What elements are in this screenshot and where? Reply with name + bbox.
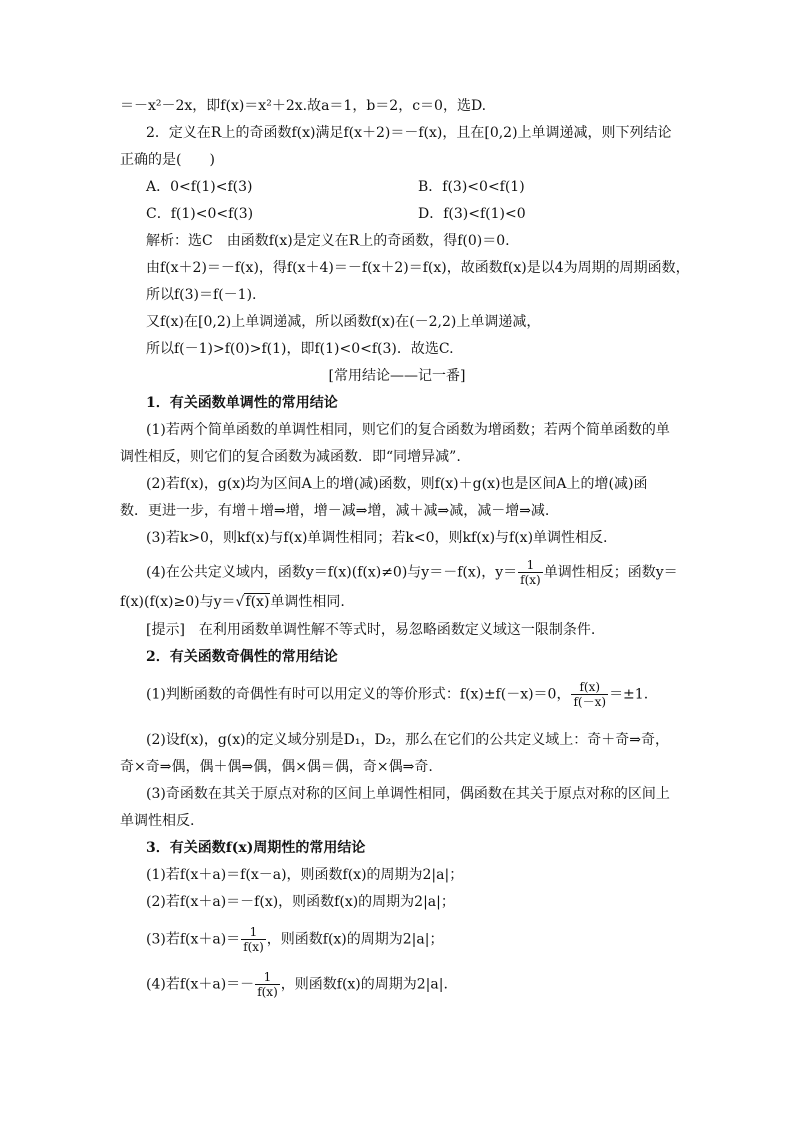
- option-a: A．0<f(1)<f(3): [146, 179, 253, 195]
- text-segment: (4)在公共定义域内，函数y＝f(x)(f(x)≠0)与y＝－f(x)，y＝: [146, 564, 518, 581]
- formula-line: [146, 970, 706, 999]
- text-line: (2)若f(x)，g(x)均为区间A上的增(减)函数，则f(x)＋g(x)也是区间A上的增(减)函: [146, 476, 648, 492]
- text-segment: (4)若f(x＋a)＝－: [146, 976, 255, 993]
- formula-line: [146, 558, 706, 587]
- solution-line: 解析：选C 由函数f(x)是定义在R上的奇函数，得f(0)＝0.: [146, 233, 510, 249]
- fraction-denominator: f(x): [520, 573, 541, 587]
- text-segment: (1)判断函数的奇偶性有时可以用定义的等价形式：f(x)±f(－x)＝0，: [146, 686, 571, 703]
- text-segment: 单调性相同.: [270, 594, 345, 610]
- text-line: 奇×奇⇒偶，偶＋偶⇒偶，偶×偶＝偶，奇×偶⇒奇.: [120, 759, 433, 775]
- text-line: 调性相反，则它们的复合函数为减函数．即“同增异减”.: [120, 449, 461, 465]
- question-2-stem-cont: 正确的是( ): [120, 152, 215, 168]
- fraction: [255, 970, 280, 999]
- text-line: (2)若f(x＋a)＝－f(x)，则函数f(x)的周期为2|a|；: [146, 894, 455, 910]
- solution-line: 又f(x)在[0,2)上单调递减，所以函数f(x)在(－2,2)上单调递减，: [146, 314, 541, 330]
- solution-line: 所以f(－1)>f(0)>f(1)，即f(1)<0<f(3)．故选C.: [146, 341, 454, 357]
- text-segment: f(x)(f(x)≥0)与y＝: [120, 594, 236, 610]
- solution-line: 所以f(3)＝f(－1).: [146, 287, 257, 303]
- fraction: [241, 925, 266, 954]
- solution-line: 由f(x＋2)＝－f(x)，得f(x＋4)＝－f(x＋2)＝f(x)，故函数f(x)是以4为周期的周期函数，: [146, 260, 690, 276]
- section-heading: [常用结论——记一番]: [328, 368, 466, 384]
- subheading-monotonicity: 1．有关函数单调性的常用结论: [146, 395, 338, 411]
- text-line: 单调性相反.: [120, 813, 195, 829]
- hint-line: [提示] 在利用函数单调性解不等式时，易忽略函数定义域这一限制条件.: [146, 622, 596, 638]
- question-2-stem: 2．定义在R上的奇函数f(x)满足f(x＋2)＝－f(x)，且在[0,2)上单调递减，则下列结论: [146, 125, 672, 141]
- fraction: [518, 558, 543, 587]
- text-segment: ，则函数f(x)的周期为2|a|；: [266, 931, 444, 948]
- text-segment: (3)若f(x＋a)＝: [146, 931, 241, 948]
- text-line: (1)若两个简单函数的单调性相同，则它们的复合函数为增函数；若两个简单函数的单: [146, 422, 670, 438]
- formula-line: [120, 592, 680, 612]
- text-line: (2)设f(x)，g(x)的定义域分别是D₁，D₂，那么在它们的公共定义域上：奇＋奇⇒奇，: [146, 732, 670, 748]
- text-line: (1)若f(x＋a)＝f(x－a)，则函数f(x)的周期为2|a|；: [146, 867, 464, 883]
- fraction-numerator: 1: [249, 925, 258, 939]
- subheading-periodicity: 3．有关函数f(x)周期性的常用结论: [146, 840, 366, 856]
- text-line: (3)若k>0，则kf(x)与f(x)单调性相同；若k<0，则kf(x)与f(x)单调性相反.: [146, 530, 608, 546]
- fraction-denominator: f(－x): [573, 695, 607, 709]
- subheading-parity: 2．有关函数奇偶性的常用结论: [146, 649, 338, 665]
- text-line: ＝－x²－2x，即f(x)＝x²＋2x.故a＝1，b＝2，c＝0，选D.: [120, 98, 487, 114]
- fraction-numerator: 1: [526, 558, 535, 572]
- option-d: D．f(3)<f(1)<0: [418, 206, 526, 222]
- text-segment: 单调性相反；函数y＝: [543, 564, 678, 581]
- text-segment: ，则函数f(x)的周期为2|a|.: [280, 976, 448, 993]
- fraction-numerator: 1: [263, 970, 272, 984]
- option-c: C．f(1)<0<f(3): [146, 206, 254, 222]
- sqrt-radicand: f(x): [245, 594, 270, 610]
- sqrt-symbol: √: [235, 594, 245, 610]
- fraction: [571, 680, 608, 709]
- formula-line: [146, 680, 706, 709]
- text-line: (3)奇函数在其关于原点对称的区间上单调性相同，偶函数在其关于原点对称的区间上: [146, 786, 670, 802]
- option-b: B．f(3)<0<f(1): [418, 179, 525, 195]
- fraction-denominator: f(x): [243, 940, 264, 954]
- text-segment: ＝±1.: [609, 686, 649, 703]
- fraction-denominator: f(x): [257, 985, 278, 999]
- formula-line: [146, 925, 706, 954]
- text-line: 数．更进一步，有增＋增⇒增，增－减⇒增，减＋减⇒减，减－增⇒减.: [120, 503, 550, 519]
- fraction-numerator: f(x): [579, 680, 601, 694]
